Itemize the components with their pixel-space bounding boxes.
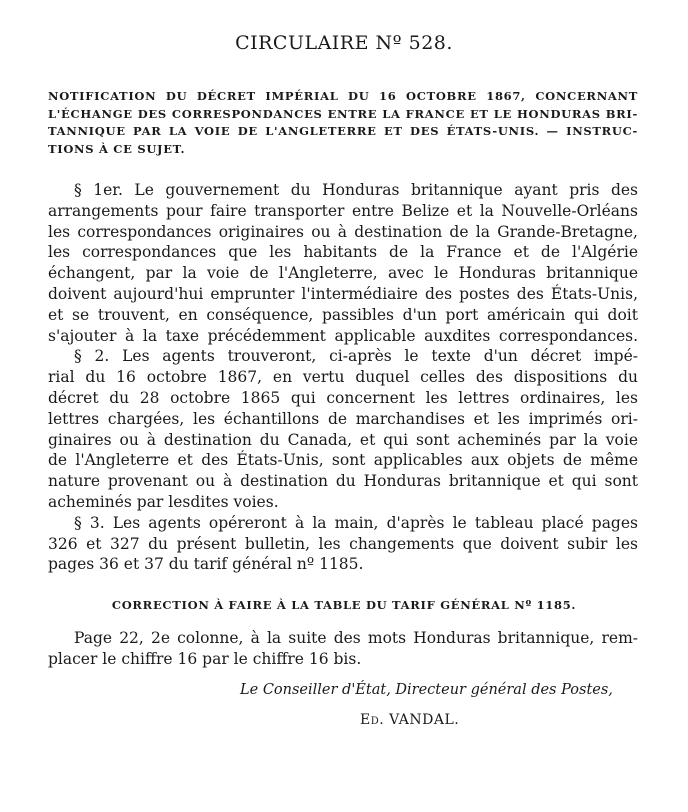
notification-line: TIONS À CE SUJET. (48, 141, 186, 156)
text-line: les correspondances originaires ou à destination de la Grande-Bretagne, (48, 222, 638, 241)
notification-line: L'ÉCHANGE DES CORRESPONDANCES ENTRE LA FRANCE ET LE HONDURAS BRI- (48, 106, 638, 121)
text-line: arrangements pour faire transporter entre Belize et la Nouvelle-Orléans (48, 201, 638, 220)
text-line: § 1er. Le gouvernement du Honduras britannique ayant pris des (74, 181, 638, 199)
text-line: placer le chiffre 16 par le chiffre 16 bis. (48, 649, 362, 668)
text-line: ginaires ou à destination du Canada, et qui sont acheminés par la voie (48, 430, 638, 449)
text-line: doivent aujourd'hui emprunter l'intermédiaire des postes des États-Unis, (48, 284, 638, 303)
notification-line: NOTIFICATION DU DÉCRET IMPÉRIAL DU 16 OCTOBRE 1867, CONCERNANT (48, 89, 638, 103)
text-line: pages 36 et 37 du tarif général nº 1185. (48, 555, 364, 574)
signature-role: Le Conseiller d'État, Directeur général des Postes, (240, 682, 613, 698)
text-line: 326 et 327 du présent bulletin, les changements que doivent subir les (48, 534, 638, 553)
text-line: acheminés par lesdites voies. (48, 492, 279, 511)
text-line: § 2. Les agents trouveront, ci-après le texte d'un décret impé- (74, 347, 638, 366)
correction-heading: CORRECTION À FAIRE À LA TABLE DU TARIF GÉNÉRAL Nº 1185. (111, 598, 577, 612)
circular-title: CIRCULAIRE Nº 528. (235, 32, 453, 54)
text-line: Page 22, 2e colonne, à la suite des mots Honduras britannique, rem- (74, 629, 638, 647)
text-line: nature provenant ou à destination du Honduras britannique et qui sont (48, 472, 638, 491)
text-line: les correspondances que les habitants de la France et de l'Algérie (48, 243, 638, 262)
paragraph-1 (48, 180, 638, 346)
text-line: rial du 16 octobre 1867, en vertu duquel celles des dispositions du (48, 368, 638, 387)
paragraph-2 (48, 346, 638, 512)
text-line: de l'Angleterre et des États-Unis, sont applicables aux objets de même (48, 451, 638, 470)
text-line: et se trouvent, en conséquence, passibles d'un port américain qui doit (48, 305, 638, 324)
text-line: décret du 28 octobre 1865 qui concernent les lettres ordinaires, les (48, 388, 638, 407)
text-line: s'ajouter à la taxe précédemment applicable auxdites correspondances. (48, 326, 638, 345)
signature-name: Ed. VANDAL. (360, 712, 460, 728)
paragraph-3 (48, 513, 638, 575)
notification-line: TANNIQUE PAR LA VOIE DE L'ANGLETERRE ET DES ÉTATS-UNIS. — INSTRUC- (48, 124, 638, 138)
text-line: échangent, par la voie de l'Angleterre, avec le Honduras britannique (48, 264, 638, 283)
notification-heading (48, 88, 638, 158)
body-text (48, 180, 638, 575)
text-line: lettres chargées, les échantillons de marchandises et les imprimés ori- (48, 409, 638, 428)
correction-body (48, 628, 638, 669)
text-line: § 3. Les agents opéreront à la main, d'après le tableau placé pages (74, 513, 638, 532)
